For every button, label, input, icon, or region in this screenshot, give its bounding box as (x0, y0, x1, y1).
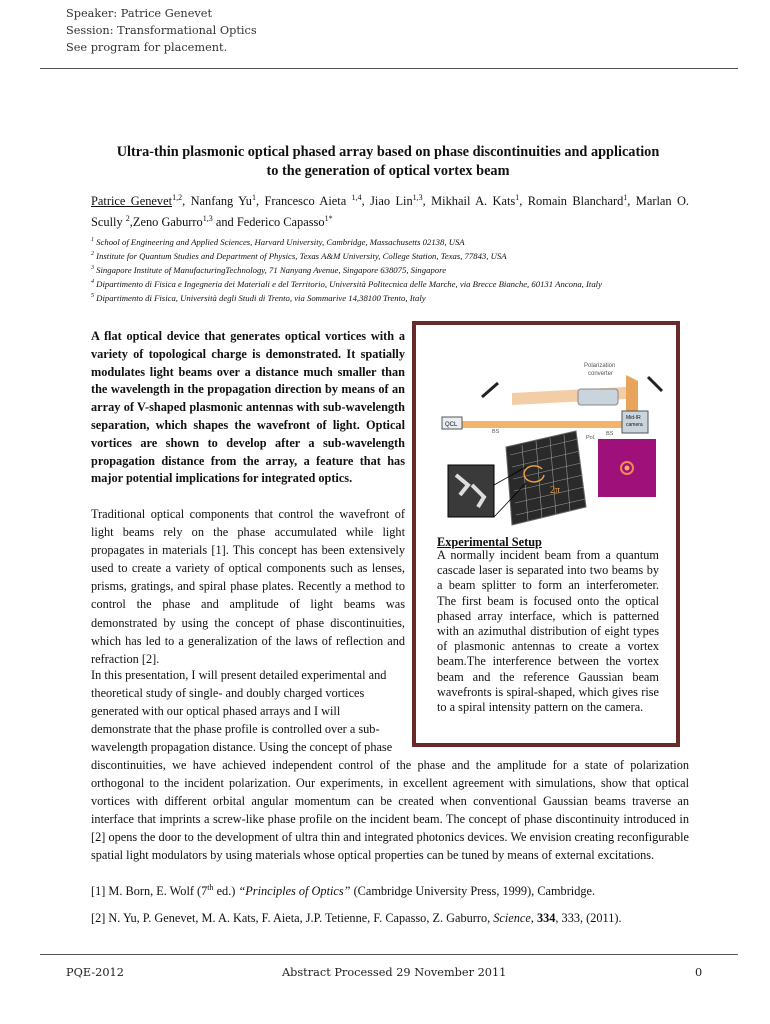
horizontal-beam (458, 421, 644, 428)
experimental-setup-figure (426, 335, 672, 531)
bs-label-1: BS (492, 429, 500, 435)
affiliation-text: Singapore Institute of ManufacturingTechnology, 71 Nanyang Avenue, Singapore 638075, Singapore (96, 264, 447, 275)
ref2-prefix: [2] N. Yu, P. Genevet, M. A. Kats, F. Aieta, J.P. Tetienne, F. Capasso, Z. Gaburro, (91, 911, 494, 925)
polarization-converter-device (578, 389, 618, 405)
author-sup: 1 (623, 193, 628, 202)
caption-body: A normally incident beam from a quantum cascade laser is separated into two beams by a beam splitter to form an interferometer. The first beam is focused onto the optical phased array interface, which is patterned with an azimuthal distribution of eight types of plasmonic antennas to create a vortex beam.The interference between the vortex beam and the reference Gaussian beam wavefronts is spiral-shaped, which gives rise to a spiral intensity pattern on the camera. (437, 548, 659, 715)
bs-label-2: BS (606, 431, 614, 437)
affiliation-item (91, 248, 689, 262)
author-sup: 1,4 (351, 193, 362, 202)
sem-inset (448, 465, 494, 517)
abstract-summary: A flat optical device that generates optical vortices with a variety of topological charge is demonstrated. It spatially modulates light beams over a distance much smaller than the wavelength in the propagation direction by means of an array of V-shaped plasmonic antennas with sub-wavelength separation, which shapes the wavefront of light. Optical vortices are shown to develop after a sub-wavelength propagation distance from the array, a feature that has major potential implications for integrated optics. (91, 329, 405, 486)
author-name: Mikhail A. Kats (431, 194, 516, 209)
author-sup: 2 (125, 214, 130, 224)
author-name: Romain Blanchard (527, 194, 624, 209)
placement-line: See program for placement. (66, 41, 228, 54)
ref2-suffix: , 333, (2011). (555, 911, 622, 925)
spiral-core (625, 466, 630, 471)
ref2-sep: , (530, 911, 537, 925)
footer-center: Abstract Processed 29 November 2011 (282, 966, 507, 979)
affiliation-sup: 2 (91, 250, 94, 257)
author-list: Patrice Genevet$^{1,2}$, Nanfang Yu$^1$, Francesco Aieta $^{1,4}$, Jiao Lin$^{1,3}$, Mikhail A. Kats$^1$, Romain Blanchard$^1$, Marlan O. Scully $^2$,Zeno Gaburro$^{1,3}$ and Federico Capasso$^{1*}$ (91, 193, 690, 230)
affiliation-text: School of Engineering and Applied Sciences, Harvard University, Cambridge, Massachusetts 02138, USA (96, 236, 465, 247)
ref1-suffix: (Cambridge University Press, 1999), Cambridge. (350, 884, 596, 899)
affiliation-item (91, 290, 689, 304)
affiliation-text: Institute for Quantum Studies and Department of Physics, Texas A&M University, College Station, Texas, 77843, USA (96, 250, 507, 261)
page-header (66, 5, 257, 56)
paragraph-line: demonstrate that the phase profile is controlled over a sub- (91, 722, 380, 737)
author-sup: 1 (515, 193, 520, 202)
title-line-1: Ultra-thin plasmonic optical phased array based on phase discontinuities and application (116, 144, 660, 160)
paragraph-line: wavelength propagation distance. Using the concept of phase (91, 740, 393, 755)
author-name: Francesco Aieta (264, 194, 347, 209)
body-paragraph-1: Traditional optical components that control the wavefront of light beams rely on the phase accumulated while light propagates in materials [1]. This concept has been extensively used to create a variety of optical components such as lenses, prisms, gratings, and spiral phase plates. Recently a method to control the phase and amplitude of light beams was demonstrated by using the concept of phase discontinuities, which has led to a generalization of the laws of reflection and refraction [2]. (91, 507, 405, 666)
title-line-2: to the generation of optical vortex beam (266, 163, 510, 179)
author-name: Federico Capasso (236, 215, 325, 230)
session-line: Session: Transformational Optics (66, 24, 257, 37)
caption-title: Experimental Setup (437, 535, 542, 549)
affiliation-item (91, 276, 689, 290)
affiliation-item (91, 234, 689, 248)
ref1-prefix: [1] M. Born, E. Wolf (7 (91, 884, 208, 899)
affiliation-text: Dipartimento di Fisica e Ingegneria dei Materiali e del Territorio, Università Politecnica delle Marche, via Brecce Bianche, 60131 Ancona, Italy (96, 278, 602, 289)
paragraph-line: theoretical study of single- and doubly charged vortices (91, 686, 365, 701)
ref1-book-title: “Principles of Optics” (238, 884, 351, 899)
author-sup: 1,3 (202, 214, 213, 224)
qcl-label: QCL (445, 422, 458, 428)
reference-2 (91, 909, 689, 927)
two-pi-label: 2π (550, 485, 561, 496)
body-paragraph-2 (91, 666, 405, 756)
speaker-line: Speaker: Patrice Genevet (66, 7, 212, 20)
author-name: Patrice Genevet (91, 194, 173, 209)
paragraph-line: In this presentation, I will present detailed experimental and (91, 668, 387, 682)
author-sup: 1 (251, 193, 256, 202)
affiliation-sup: 4 (91, 278, 94, 285)
ref2-journal: Science (493, 911, 531, 925)
author-sup: 1* (324, 214, 333, 224)
author-name: Marlan O. Scully (91, 194, 690, 230)
mirror-right (648, 377, 662, 391)
affiliation-list (91, 234, 689, 303)
author-name: Nanfang Yu (190, 194, 252, 209)
mirror-left (482, 383, 498, 397)
reference-1 (91, 879, 689, 900)
body-paragraph-2-continued: discontinuities, we have achieved independent control of the phase and the amplitude for a state of polarization orthogonal to the incident polarization. Our experiments, in excellent agreement with simulations, show that optical vortices with different orbital angular momentum can be created when conventional Gaussian beams traverse an interface that imprints a screw-like phase profile on the incident beam. The concept of phase discontinuity introduced in [2] opens the door to the development of ultra thin and integrated photonics devices. We envision creating reconfigurable spatial light modulators by using materials whose optical properties can be tuned by means of external excitations. (91, 758, 689, 863)
author-name: Jiao Lin (370, 194, 413, 209)
pol-label: Pol. (586, 435, 596, 441)
paper-title (60, 143, 716, 181)
polarization-converter-label: Polarization converter (584, 363, 616, 377)
author-sup: 1,2 (172, 193, 183, 202)
ref1-mid: ed.) (213, 884, 239, 899)
footer-divider (40, 954, 738, 955)
ref2-volume: 334 (536, 911, 556, 925)
author-sup: 1,3 (412, 193, 423, 202)
header-divider (40, 68, 738, 69)
camera-label: Mid-IR camera (626, 415, 643, 428)
footer-page-number: 0 (695, 966, 703, 979)
affiliation-sup: 3 (91, 264, 94, 271)
affiliation-sup: 5 (91, 292, 94, 299)
footer-left: PQE-2012 (66, 966, 124, 979)
author-name: Zeno Gaburro (132, 215, 203, 230)
affiliation-sup: 1 (91, 237, 94, 243)
affiliation-text: Dipartimento di Fisica, Università degli Studi di Trento, via Sommarive 14,38100 Trento, Italy (96, 292, 426, 303)
paragraph-line: generated with our optical phased arrays and I will (91, 704, 341, 719)
affiliation-item (91, 262, 689, 276)
ref1-sup: th (207, 883, 214, 892)
